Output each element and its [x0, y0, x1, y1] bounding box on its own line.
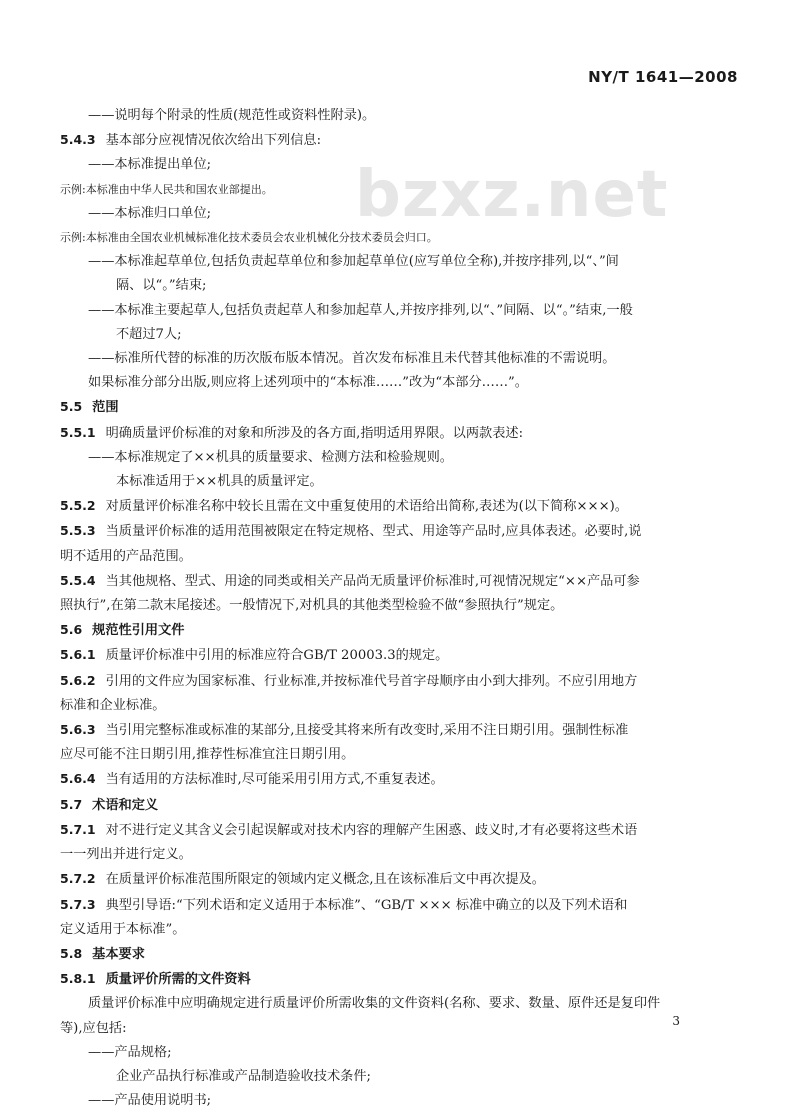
text-line [60, 569, 750, 594]
text-line [60, 494, 750, 519]
clause-text: ——说明每个附录的性质(规范性或资料性附录)。 [88, 108, 376, 123]
text-line [60, 421, 750, 446]
clause-text: 明确质量评价标准的对象和所涉及的各方面,指明适用界限。以两款表述: [105, 425, 524, 441]
text-line [60, 545, 750, 569]
text-line [60, 669, 750, 694]
clause-text: 质量评价标准中引用的标准应符合GB/T 20003.3的规定。 [105, 648, 449, 664]
clause-number: 5.6.3 [60, 722, 96, 738]
clause-number: 5.5.4 [60, 572, 96, 588]
text-line [60, 371, 750, 395]
clause-text: 明不适用的产品范围。 [60, 548, 192, 564]
clause-number: 5.7 [60, 796, 83, 812]
text-line [60, 274, 750, 298]
text-line [60, 1017, 750, 1041]
clause-number: 5.6.2 [60, 672, 96, 688]
text-line [60, 1041, 750, 1065]
clause-number: 5.8 [60, 945, 83, 961]
clause-text: 不超过7人; [116, 326, 182, 342]
clause-text: ——产品规格; [88, 1044, 172, 1060]
text-line [60, 470, 750, 494]
clause-text: ——产品使用说明书; [88, 1093, 212, 1109]
text-line [60, 594, 750, 618]
clause-number: 5.5.1 [60, 424, 96, 440]
clause-text: 当其他规格、型式、用途的同类或相关产品尚无质量评价标准时,可视情况规定“××产品可参 [105, 573, 640, 589]
text-line [60, 323, 750, 347]
text-line [60, 694, 750, 718]
section-heading [60, 395, 750, 420]
clause-text: ——本标准归口单位; [88, 205, 212, 221]
clause-text: 基本要求 [92, 946, 145, 962]
section-heading [60, 618, 750, 643]
text-line [60, 1065, 750, 1089]
clause-text: 术语和定义 [92, 797, 159, 813]
clause-number: 5.6.1 [60, 647, 96, 663]
clause-number: 5.7.1 [60, 821, 96, 837]
text-line [60, 743, 750, 767]
text-line [60, 347, 750, 371]
clause-text: 隔、以“。”结束; [116, 278, 207, 294]
clause-text: 范围 [92, 400, 119, 416]
clause-text: 典型引导语:“下列术语和定义适用于本标准”、“GB/T ××× 标准中确立的以及下列术语和 [105, 897, 628, 913]
text-line [60, 226, 750, 250]
clause-text: 引用的文件应为国家标准、行业标准,并按标准代号首字母顺序由小到大排列。不应引用地方 [105, 673, 638, 689]
text-line [60, 128, 750, 153]
clause-text: 应尽可能不注日期引用,推荐性标准宜注日期引用。 [60, 747, 355, 763]
clause-text: 质量评价标准中应明确规定进行质量评价所需收集的文件资料(名称、要求、数量、原件还是复印件 [88, 996, 661, 1012]
clause-number: 5.7.3 [60, 896, 96, 912]
text-line [60, 643, 750, 668]
text-line [60, 918, 750, 942]
clause-text: ——本标准主要起草人,包括负责起草人和参加起草人,并按序排列,以“、”间隔、以“。”结束,一般 [88, 302, 633, 318]
text-line [60, 1089, 750, 1113]
clause-number: 5.5.2 [60, 498, 96, 514]
watermark: bzxz.net [355, 158, 669, 232]
clause-text: 对不进行定义其含义会引起误解或对技术内容的理解产生困惑、歧义时,才有必要将这些术语 [105, 822, 638, 838]
clause-text: 规范性引用文件 [92, 623, 185, 639]
clause-text: 示例:本标准由全国农业机械标准化技术委员会农业机械化分技术委员会归口。 [60, 231, 438, 245]
section-heading [60, 942, 750, 967]
clause-text: 当质量评价标准的适用范围被限定在特定规格、型式、用途等产品时,应具体表述。必要时,说 [105, 524, 642, 540]
clause-text: 企业产品执行标准或产品制造验收技术条件; [116, 1068, 372, 1084]
text-line [60, 299, 750, 323]
text-line [60, 718, 750, 743]
text-line [60, 843, 750, 867]
clause-text: 标准和企业标准。 [60, 697, 166, 713]
text-line [60, 893, 750, 918]
clause-number: 5.7.2 [60, 871, 96, 887]
clause-text: ——本标准提出单位; [88, 157, 212, 173]
text-line [60, 818, 750, 843]
text-line [60, 104, 750, 128]
text-line [60, 867, 750, 892]
clause-text: 一一列出并进行定义。 [60, 847, 192, 863]
clause-text: 当有适用的方法标准时,尽可能采用引用方式,不重复表述。 [105, 772, 444, 788]
clause-number: 5.6 [60, 622, 83, 638]
clause-text: 在质量评价标准范围所限定的领域内定义概念,且在该标准后文中再次提及。 [105, 872, 545, 888]
clause-number: 5.6.4 [60, 771, 96, 787]
clause-number: 5.5 [60, 399, 83, 415]
clause-text: 等),应包括: [60, 1020, 127, 1036]
clause-text: 如果标准分部分出版,则应将上述列项中的“本标准……”改为“本部分……”。 [88, 375, 528, 391]
clause-text: ——本标准规定了××机具的质量要求、检测方法和检验规则。 [88, 449, 453, 465]
text-line [60, 446, 750, 470]
clause-text: 照执行”,在第二款末尾接述。一般情况下,对机具的其他类型检验不做“参照执行”规定。 [60, 598, 564, 614]
text-line [60, 967, 750, 992]
text-line [60, 992, 750, 1016]
clause-text: ——标准所代替的标准的历次版布版本情况。首次发布标准且未代替其他标准的不需说明。 [88, 351, 616, 367]
clause-text: 对质量评价标准名称中较长且需在文中重复使用的术语给出简称,表述为(以下简称×××)。 [105, 499, 628, 515]
clause-text: 定义适用于本标准”。 [60, 921, 186, 937]
clause-text: 基本部分应视情况依次给出下列信息: [105, 133, 322, 149]
clause-text: 示例:本标准由中华人民共和国农业部提出。 [60, 182, 273, 196]
clause-text: ——本标准起草单位,包括负责起草单位和参加起草单位(应写单位全称),并按序排列,以“、”间 [88, 254, 619, 270]
text-line [60, 519, 750, 544]
page-number: 3 [672, 1014, 680, 1028]
text-line [60, 178, 750, 202]
text-line [60, 767, 750, 792]
section-heading [60, 793, 750, 818]
text-line [60, 153, 750, 177]
clause-text: 本标准适用于××机具的质量评定。 [116, 474, 323, 490]
standard-code-header: NY/T 1641—2008 [588, 68, 738, 86]
clause-number: 5.5.3 [60, 523, 96, 539]
clause-text: 当引用完整标准或标准的某部分,且接受其将来所有改变时,采用不注日期引用。强制性标准 [105, 723, 629, 739]
document-body [60, 104, 750, 1113]
clause-text: 质量评价所需的文件资料 [105, 972, 251, 988]
text-line [60, 250, 750, 274]
clause-number: 5.4.3 [60, 132, 96, 148]
text-line [60, 202, 750, 226]
clause-number: 5.8.1 [60, 971, 96, 987]
